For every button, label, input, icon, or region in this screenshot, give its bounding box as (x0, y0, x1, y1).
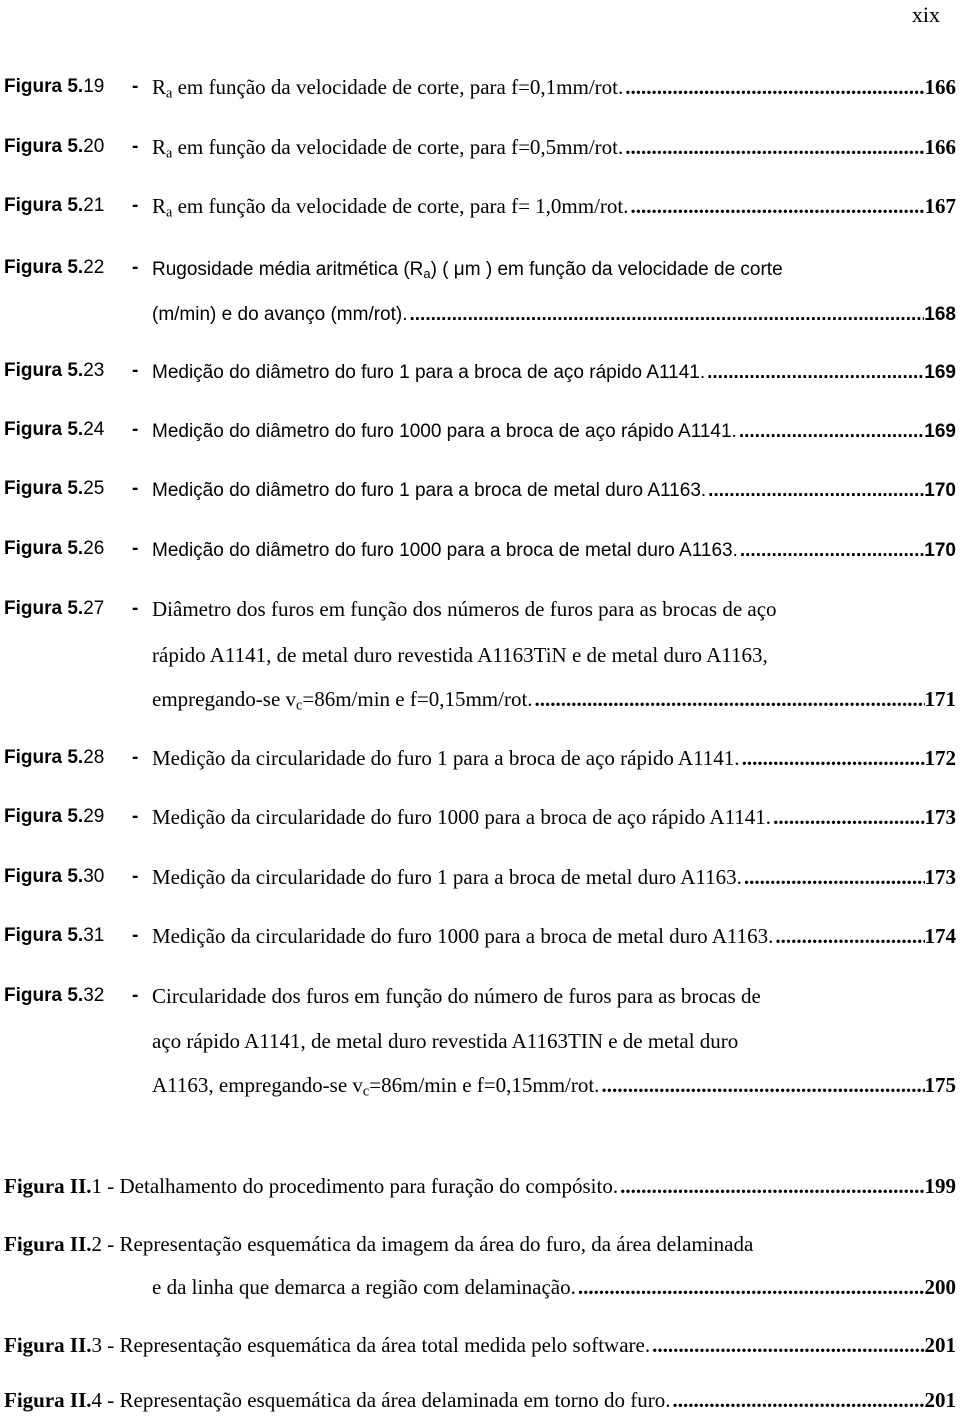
entry-line (4, 1169, 956, 1199)
figure-label: Figura 5.27 (4, 598, 105, 619)
entry-text: $R_a$ em função da velocidade de corte, para f= 1,0mm/rot. (152, 194, 629, 221)
entry-line (4, 1227, 956, 1257)
separator-dash: - (132, 806, 139, 827)
page-ref: 173 (924, 805, 956, 829)
page-ref: 169 (924, 421, 956, 442)
entry-line (152, 741, 956, 771)
leader-dots (775, 924, 924, 949)
entry-line (4, 1383, 956, 1413)
page-ref: 169 (924, 362, 956, 383)
separator-dash: - (132, 985, 139, 1006)
separator-dash: - (132, 598, 139, 619)
entry-text: aço rápido A1141, de metal duro revestida A1163TIN e de metal duro (152, 1029, 739, 1053)
figure-label: Figura 5.26 (4, 538, 105, 559)
leader-dots (744, 865, 925, 890)
entry-line (152, 251, 956, 281)
leader-dots (410, 304, 925, 326)
page-ref: 168 (924, 304, 956, 325)
entry-text: (m/min) e do avanço (mm/rot). (152, 304, 408, 325)
leader-dots (773, 805, 924, 830)
figure-label: Figura 5.21 (4, 195, 105, 216)
entry-text: Diâmetro dos furos em função dos números de furos para as brocas de aço (152, 597, 777, 621)
entry-text: Rugosidade média aritmética $(R_a)$ ( μm ) em função da velocidade de corte (152, 259, 783, 282)
figure-label: Figura 5.30 (4, 866, 105, 887)
page-ref: 175 (924, 1073, 956, 1097)
entry-line (152, 682, 956, 712)
entry-text: Medição da circularidade do furo 1 para a broca de metal duro A1163. (152, 865, 742, 889)
figure-label: Figura 5.25 (4, 478, 105, 499)
page-ref: 170 (924, 480, 956, 501)
entry-text: $R_a$ em função da velocidade de corte, para f=0,1mm/rot. (152, 75, 624, 102)
page-ref: 174 (924, 924, 956, 948)
page-ref: 173 (924, 865, 956, 889)
separator-dash: - (132, 478, 139, 499)
entry-text: Medição da circularidade do furo 1000 para a broca de metal duro A1163. (152, 924, 774, 948)
entry-line (152, 296, 956, 326)
figure-label: Figura II.3 (4, 1333, 103, 1357)
page-ref: 172 (924, 746, 956, 770)
leader-dots (625, 75, 924, 100)
entry-line (152, 638, 956, 668)
entry-line (152, 472, 956, 502)
figure-label: Figura II.4 (4, 1388, 103, 1412)
entry-text: rápido A1141, de metal duro revestida A1163TiN e de metal duro A1163, (152, 643, 768, 667)
separator-dash: - (132, 538, 139, 559)
separator-dash: - (132, 136, 139, 157)
separator-dash: - (132, 747, 139, 768)
entry-text: empregando-se $v_c=86m/\min$ e f=0,15mm/rot. (152, 687, 533, 714)
page-ref: 166 (924, 75, 956, 99)
entry-line (152, 532, 956, 562)
entry-text: Medição da circularidade do furo 1000 para a broca de aço rápido A1141. (152, 805, 772, 829)
page-ref: 199 (924, 1174, 956, 1198)
page-ref: 167 (924, 194, 956, 218)
separator-dash: - (107, 1232, 115, 1256)
page-ref: 201 (924, 1388, 956, 1412)
page-ref: 166 (924, 135, 956, 159)
leader-dots (742, 746, 925, 771)
entry-text: Medição do diâmetro do furo 1000 para a broca de metal duro A1163. (152, 540, 738, 561)
entry-text: Medição do diâmetro do furo 1 para a broca de aço rápido A1141. (152, 362, 706, 383)
leader-dots (707, 362, 924, 384)
figure-label: Figura II.1 (4, 1174, 103, 1198)
page-ref: 170 (924, 540, 956, 561)
entry-line (152, 354, 956, 384)
separator-dash: - (107, 1388, 115, 1412)
separator-dash: - (132, 925, 139, 946)
figure-label: Figura 5.31 (4, 925, 105, 946)
page-ref: 171 (924, 687, 956, 711)
leader-dots (535, 687, 925, 712)
leader-dots (740, 540, 924, 562)
entry-line (152, 1024, 956, 1054)
separator-dash: - (107, 1333, 115, 1357)
entry-line (152, 1068, 956, 1098)
entry-line (152, 70, 956, 100)
entry-line (152, 919, 956, 949)
leader-dots (631, 194, 925, 219)
page-ref: 201 (924, 1333, 956, 1357)
page-number: xix (911, 2, 940, 27)
separator-dash: - (132, 257, 139, 278)
entry-text: Medição da circularidade do furo 1 para a broca de aço rápido A1141. (152, 746, 740, 770)
figure-label: Figura 5.22 (4, 257, 105, 278)
leader-dots (620, 1174, 924, 1199)
leader-dots (625, 135, 924, 160)
separator-dash: - (132, 195, 139, 216)
separator-dash: - (132, 76, 139, 97)
entry-text: e da linha que demarca a região com delaminação. (152, 1275, 576, 1299)
leader-dots (739, 421, 924, 443)
separator-dash: - (107, 1174, 115, 1198)
leader-dots (601, 1073, 924, 1098)
figure-label: Figura 5.19 (4, 76, 105, 97)
leader-dots (708, 480, 924, 502)
leader-dots (652, 1333, 924, 1358)
separator-dash: - (132, 360, 139, 381)
figure-label: Figura 5.32 (4, 985, 105, 1006)
entry-text: $R_a$ em função da velocidade de corte, para f=0,5mm/rot. (152, 135, 624, 162)
figure-label: Figura 5.23 (4, 360, 105, 381)
entry-line (152, 413, 956, 443)
entry-line (4, 1328, 956, 1358)
entry-line (152, 189, 956, 219)
entry-line (152, 860, 956, 890)
figure-label: Figura 5.24 (4, 419, 105, 440)
entry-line (152, 800, 956, 830)
figure-label: Figura 5.28 (4, 747, 105, 768)
figure-label: Figura 5.29 (4, 806, 105, 827)
page-ref: 200 (924, 1275, 956, 1299)
figure-label: Figura 5.20 (4, 136, 105, 157)
separator-dash: - (132, 419, 139, 440)
leader-dots (673, 1388, 925, 1413)
entry-text: Representação esquemática da imagem da área do furo, da área delaminada (119, 1232, 754, 1256)
entry-line (152, 979, 956, 1009)
entry-text: A1163, empregando-se $v_c=86m/\min$ e f=0,15mm/rot. (152, 1073, 600, 1100)
separator-dash: - (132, 866, 139, 887)
entry-text: Representação esquemática da área total medida pelo software. (119, 1333, 651, 1357)
entry-line (152, 1270, 956, 1300)
entry-text: Medição do diâmetro do furo 1000 para a broca de aço rápido A1141. (152, 421, 737, 442)
leader-dots (578, 1275, 925, 1300)
entry-line (152, 130, 956, 160)
figure-label: Figura II.2 (4, 1232, 103, 1256)
entry-line (152, 592, 956, 622)
entry-text: Medição do diâmetro do furo 1 para a broca de metal duro A1163. (152, 480, 707, 501)
entry-text: Detalhamento do procedimento para furação do compósito. (119, 1174, 619, 1198)
entry-text: Circularidade dos furos em função do número de furos para as brocas de (152, 984, 761, 1008)
entry-text: Representação esquemática da área delaminada em torno do furo. (119, 1388, 671, 1412)
